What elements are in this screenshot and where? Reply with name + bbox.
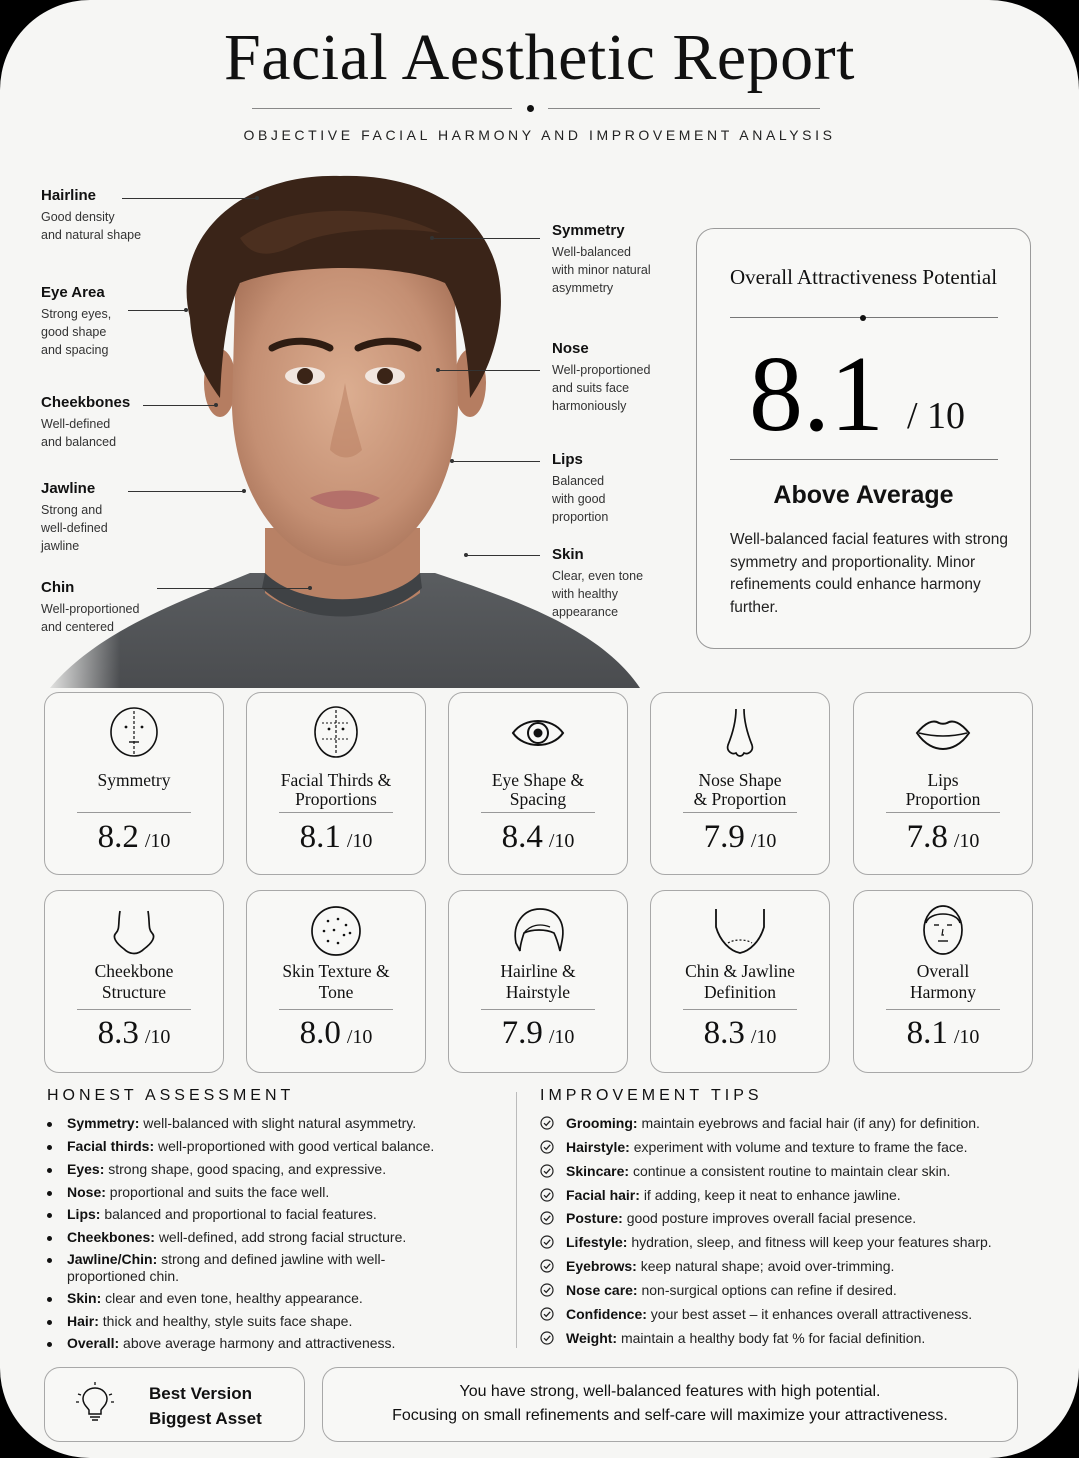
- metric-rule: [683, 812, 797, 813]
- check-circle-icon: [540, 1188, 554, 1202]
- annotation-line: with minor natural: [552, 263, 651, 277]
- metric-rule: [886, 1009, 1000, 1010]
- list-item: [45, 1251, 427, 1290]
- metric-rule: [77, 1009, 191, 1010]
- summary-message-line: You have strong, well-balanced features with high potential.: [459, 1383, 881, 1400]
- item-key: Jawline/Chin:: [67, 1251, 158, 1267]
- item-key: Skin:: [67, 1290, 102, 1306]
- metric-label: Proportions: [295, 789, 377, 809]
- metric-score: [247, 1015, 425, 1052]
- annotation-line: well-defined: [41, 521, 108, 535]
- metric-card-hairline: [448, 890, 628, 1073]
- annotation-skin: [552, 546, 643, 621]
- leader-line-hairline: [122, 198, 257, 199]
- annotation-line: Balanced: [552, 474, 605, 488]
- item-text: well-balanced with slight natural asymmetry.: [143, 1115, 417, 1131]
- metric-score: [45, 819, 223, 856]
- item-text: hydration, sleep, and fitness will keep your features sharp.: [631, 1234, 992, 1250]
- metric-score-out-of: /10: [548, 830, 575, 852]
- best-version-box: [44, 1367, 305, 1442]
- list-item: [45, 1161, 505, 1184]
- metric-score-out-of: /10: [144, 830, 171, 852]
- annotation-line: proportion: [552, 510, 609, 524]
- item-text: clear and even tone, healthy appearance.: [105, 1290, 363, 1306]
- list-item: [45, 1229, 505, 1251]
- list-item: [540, 1187, 1040, 1210]
- eye-icon: [510, 705, 566, 761]
- item-key: Symmetry:: [67, 1115, 140, 1131]
- metric-score-out-of: /10: [953, 1026, 980, 1048]
- facial-thirds-icon: [308, 705, 364, 761]
- item-key: Overall:: [67, 1335, 120, 1351]
- metric-score-out-of: /10: [750, 830, 777, 852]
- annotation-cheekbones: [41, 394, 130, 451]
- list-item: [45, 1115, 505, 1138]
- item-key: Lips:: [67, 1206, 101, 1222]
- hair-icon: [510, 903, 566, 959]
- biggest-asset-label: Biggest Asset: [149, 1409, 262, 1428]
- list-item: [540, 1163, 1040, 1187]
- metric-card-lips: [853, 692, 1033, 875]
- metric-label: Structure: [101, 982, 167, 1002]
- title-rule-left: [252, 108, 512, 109]
- title-rule-right: [548, 108, 820, 109]
- item-key: Facial hair:: [566, 1187, 640, 1203]
- metric-score-value: 8.1: [299, 819, 341, 855]
- item-key: Eyebrows:: [566, 1258, 637, 1274]
- annotation-line: with healthy: [552, 587, 619, 601]
- item-text: strong and defined jawline with well-proportioned chin.: [67, 1251, 386, 1284]
- metric-rule: [683, 1009, 797, 1010]
- leader-line-nose: [438, 370, 540, 371]
- metric-label: Tone: [318, 982, 354, 1002]
- metric-card-facial-thirds: [246, 692, 426, 875]
- item-key: Weight:: [566, 1330, 618, 1346]
- metric-score: [651, 1015, 829, 1052]
- summary-message-box: [322, 1367, 1018, 1442]
- annotation-jawline: [41, 480, 108, 555]
- check-circle-icon: [540, 1259, 554, 1273]
- annotation-line: and suits face: [552, 381, 630, 395]
- item-text: keep natural shape; avoid over-trimming.: [640, 1258, 895, 1274]
- item-text: maintain eyebrows and facial hair (if any) for definition.: [641, 1115, 980, 1131]
- annotation-line: Well-defined: [41, 417, 111, 431]
- list-item: [45, 1313, 505, 1335]
- annotation-title: Jawline: [41, 480, 96, 497]
- item-text: balanced and proportional to facial features.: [104, 1206, 377, 1222]
- metric-card-cheekbone: [44, 890, 224, 1073]
- list-item: [540, 1306, 1040, 1330]
- annotation-line: with good: [552, 492, 606, 506]
- item-text: continue a consistent routine to maintain clear skin.: [632, 1163, 951, 1179]
- item-key: Nose:: [67, 1184, 106, 1200]
- item-key: Nose care:: [566, 1282, 638, 1298]
- metric-score: [449, 819, 627, 856]
- skin-texture-icon: [308, 903, 364, 959]
- annotation-line: Clear, even tone: [552, 569, 644, 583]
- check-circle-icon: [540, 1164, 554, 1178]
- metric-rule: [886, 812, 1000, 813]
- check-circle-icon: [540, 1283, 554, 1297]
- metric-score-value: 8.4: [501, 819, 543, 855]
- item-text: above average harmony and attractiveness.: [123, 1335, 396, 1351]
- item-key: Skincare:: [566, 1163, 630, 1179]
- leader-line-lips: [452, 461, 540, 462]
- check-circle-icon: [540, 1235, 554, 1249]
- metric-card-skin-texture: [246, 890, 426, 1073]
- metric-card-overall-harmony: [853, 890, 1033, 1073]
- metric-label: Spacing: [509, 789, 567, 809]
- metric-rule: [481, 1009, 595, 1010]
- annotation-title: Lips: [552, 451, 583, 468]
- item-text: good posture improves overall facial presence.: [626, 1210, 917, 1226]
- annotation-line: Well-proportioned: [552, 363, 651, 377]
- metric-label: Definition: [704, 982, 776, 1002]
- leader-line-eye-area: [128, 310, 186, 311]
- annotation-line: and natural shape: [41, 228, 142, 242]
- metric-score: [854, 1015, 1032, 1052]
- metric-label: Hairstyle: [505, 982, 571, 1002]
- item-text: maintain a healthy body fat % for facial definition.: [620, 1330, 926, 1346]
- metric-score: [449, 1015, 627, 1052]
- annotation-title: Hairline: [41, 187, 97, 204]
- leader-line-symmetry: [432, 238, 540, 239]
- report-title: Facial Aesthetic Report: [224, 21, 855, 94]
- overall-score-card: [696, 228, 1031, 649]
- item-text: if adding, keep it neat to enhance jawline.: [643, 1187, 901, 1203]
- annotation-hairline: [41, 187, 141, 244]
- item-text: well-proportioned with good vertical balance.: [158, 1138, 435, 1154]
- annotation-line: jawline: [41, 539, 80, 553]
- annotation-line: harmoniously: [552, 399, 627, 413]
- metric-score: [854, 819, 1032, 856]
- annotation-line: and balanced: [41, 435, 117, 449]
- list-item: [45, 1184, 505, 1206]
- list-item: [540, 1330, 1040, 1354]
- chin-jawline-icon: [712, 903, 768, 959]
- symmetry-face-icon: [106, 705, 162, 761]
- cheekbone-icon: [106, 903, 162, 959]
- item-text: non-surgical options can refine if desired.: [641, 1282, 897, 1298]
- leader-line-cheekbones: [143, 405, 216, 406]
- metric-score-value: 7.9: [703, 819, 745, 855]
- metric-score: [651, 819, 829, 856]
- report-subtitle: OBJECTIVE FACIAL HARMONY AND IMPROVEMENT ANALYSIS: [243, 127, 836, 143]
- metric-label: Lips: [927, 770, 959, 790]
- title-rule-dot: [527, 105, 534, 112]
- annotation-title: Skin: [552, 546, 584, 563]
- metric-label: & Proportion: [693, 789, 787, 809]
- metric-score-out-of: /10: [953, 830, 980, 852]
- metric-score: [45, 1015, 223, 1052]
- annotation-symmetry: [552, 222, 651, 297]
- overall-description: Well-balanced facial features with strong symmetry and proportionality. Minor refinements could enhance harmony further.: [730, 531, 1008, 616]
- metric-score-out-of: /10: [346, 1026, 373, 1048]
- assessment-heading: HONEST ASSESSMENT: [47, 1087, 295, 1104]
- annotation-nose: [552, 340, 650, 415]
- item-text: your best asset – it enhances overall attractiveness.: [650, 1306, 973, 1322]
- leader-line-skin: [466, 555, 540, 556]
- face-icon: [915, 903, 971, 959]
- metric-label: Symmetry: [97, 770, 171, 790]
- list-item: [540, 1234, 1040, 1258]
- metric-score-value: 8.1: [906, 1015, 948, 1051]
- annotation-line: and spacing: [41, 343, 109, 357]
- item-text: well-defined, add strong facial structure.: [158, 1229, 407, 1245]
- item-key: Facial thirds:: [67, 1138, 155, 1154]
- metric-label: Skin Texture &: [282, 961, 390, 981]
- metric-label: Overall: [916, 961, 970, 981]
- summary-message-line: Focusing on small refinements and self-care will maximize your attractiveness.: [392, 1407, 948, 1424]
- best-version-label: Best Version: [149, 1384, 252, 1403]
- item-text: thick and healthy, style suits face shape.: [102, 1313, 353, 1329]
- metric-rule: [279, 812, 393, 813]
- tips-list: [540, 1115, 1040, 1354]
- list-item: [540, 1210, 1040, 1234]
- overall-score-label: Overall Attractiveness Potential: [729, 265, 998, 289]
- metric-label: Hairline &: [500, 961, 576, 981]
- metric-label: Chin & Jawline: [685, 961, 795, 981]
- item-text: proportional and suits the face well.: [109, 1184, 330, 1200]
- item-text: experiment with volume and texture to frame the face.: [633, 1139, 968, 1155]
- item-key: Grooming:: [566, 1115, 638, 1131]
- annotation-line: Well-balanced: [552, 245, 631, 259]
- score-card-rule-bottom: [730, 459, 998, 460]
- metric-score-value: 8.0: [299, 1015, 341, 1051]
- lightbulb-icon: [75, 1382, 115, 1424]
- leader-line-chin: [157, 588, 310, 589]
- metric-label: Facial Thirds &: [280, 770, 392, 790]
- metric-rule: [279, 1009, 393, 1010]
- metric-label: Harmony: [909, 982, 977, 1002]
- metric-rule: [77, 812, 191, 813]
- list-item: [45, 1138, 505, 1161]
- metric-score-value: 8.2: [97, 819, 139, 855]
- item-key: Eyes:: [67, 1161, 105, 1177]
- annotation-line: and centered: [41, 620, 114, 634]
- tips-heading: IMPROVEMENT TIPS: [540, 1087, 763, 1104]
- list-item: [45, 1335, 505, 1357]
- metric-score-out-of: /10: [548, 1026, 575, 1048]
- annotation-line: Strong and: [41, 503, 103, 517]
- annotation-line: good shape: [41, 325, 107, 339]
- assessment-list: [45, 1115, 505, 1357]
- overall-rating: Above Average: [773, 481, 954, 509]
- item-key: Confidence:: [566, 1306, 647, 1322]
- metric-card-eye-shape: [448, 692, 628, 875]
- metric-label: Cheekbone: [94, 961, 174, 981]
- metric-score: [247, 819, 425, 856]
- item-key: Lifestyle:: [566, 1234, 628, 1250]
- metric-label: Proportion: [905, 789, 981, 809]
- list-item: [540, 1258, 1040, 1282]
- annotation-eye-area: [41, 284, 111, 359]
- metric-label: Eye Shape &: [491, 770, 585, 790]
- item-text: strong shape, good spacing, and expressive.: [108, 1161, 387, 1177]
- metric-card-nose-shape: [650, 692, 830, 875]
- annotation-title: Cheekbones: [41, 394, 131, 411]
- annotation-title: Eye Area: [41, 284, 105, 301]
- annotation-title: Nose: [552, 340, 589, 357]
- annotation-title: Chin: [41, 579, 75, 596]
- metric-score-out-of: /10: [750, 1026, 777, 1048]
- item-key: Hairstyle:: [566, 1139, 630, 1155]
- annotation-lips: [552, 451, 608, 526]
- overall-score-out-of: / 10: [907, 395, 966, 437]
- item-key: Cheekbones:: [67, 1229, 155, 1245]
- score-card-dot: [860, 315, 866, 321]
- annotation-chin: [41, 579, 139, 636]
- list-item: [540, 1139, 1040, 1163]
- metric-card-symmetry: [44, 692, 224, 875]
- annotation-line: asymmetry: [552, 281, 614, 295]
- metric-label: Nose Shape: [698, 770, 782, 790]
- list-item: [540, 1115, 1040, 1139]
- annotation-line: Good density: [41, 210, 115, 224]
- check-circle-icon: [540, 1116, 554, 1130]
- annotation-line: appearance: [552, 605, 619, 619]
- annotation-title: Symmetry: [552, 222, 625, 239]
- metric-score-value: 8.3: [703, 1015, 745, 1051]
- annotation-line: Strong eyes,: [41, 307, 112, 321]
- metric-score-value: 7.8: [906, 819, 948, 855]
- check-circle-icon: [540, 1211, 554, 1225]
- metric-score-out-of: /10: [346, 830, 373, 852]
- check-circle-icon: [540, 1140, 554, 1154]
- section-divider: [516, 1092, 517, 1348]
- overall-score-value: 8.1: [749, 335, 884, 454]
- list-item: [45, 1290, 505, 1313]
- check-circle-icon: [540, 1307, 554, 1321]
- nose-icon: [712, 705, 768, 761]
- leader-line-jawline: [128, 491, 244, 492]
- metric-score-out-of: /10: [144, 1026, 171, 1048]
- item-key: Posture:: [566, 1210, 623, 1226]
- item-key: Hair:: [67, 1313, 99, 1329]
- lips-icon: [915, 705, 971, 761]
- metric-card-chin-jawline: [650, 890, 830, 1073]
- metric-rule: [481, 812, 595, 813]
- list-item: [540, 1282, 1040, 1306]
- metric-score-value: 8.3: [97, 1015, 139, 1051]
- list-item: [45, 1206, 505, 1229]
- check-circle-icon: [540, 1331, 554, 1345]
- metric-score-value: 7.9: [501, 1015, 543, 1051]
- annotation-line: Well-proportioned: [41, 602, 140, 616]
